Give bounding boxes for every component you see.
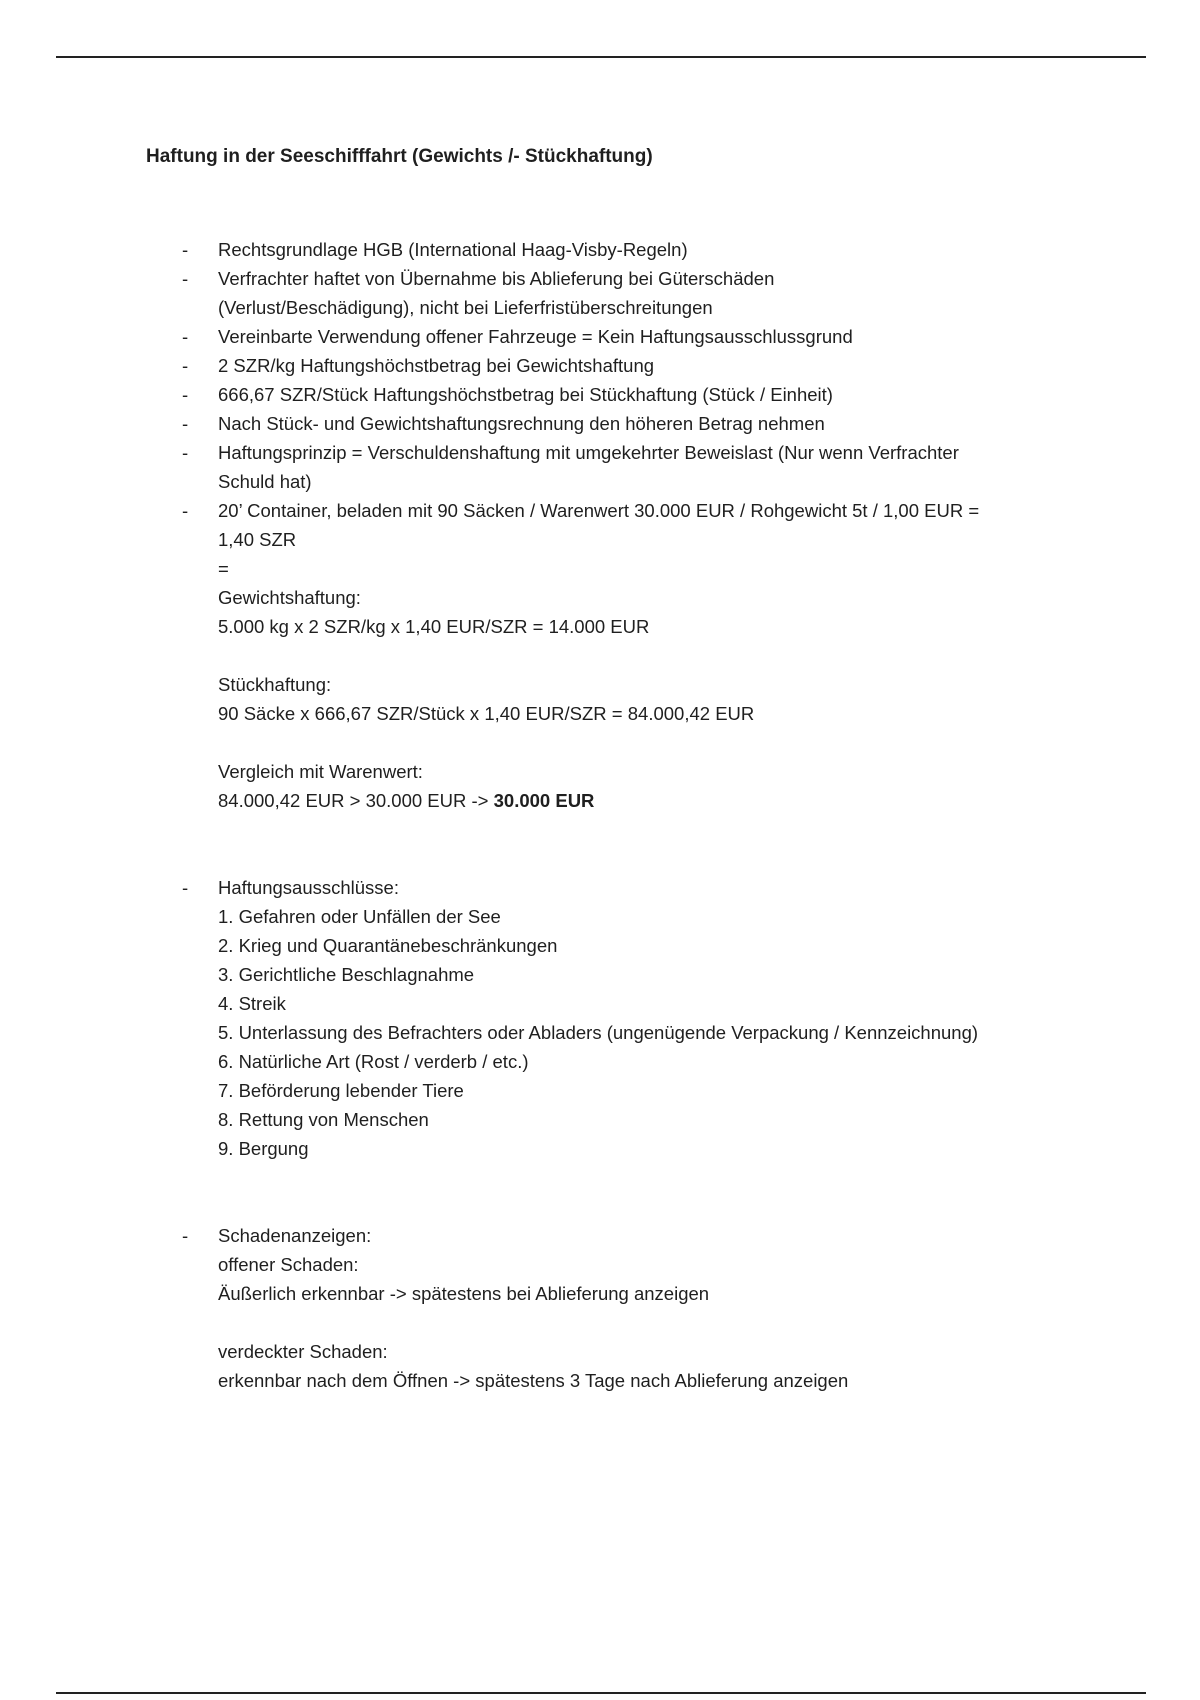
exclusion-item: 9. Bergung [218,1138,309,1159]
exclusion-item: 2. Krieg und Quarantänebeschränkungen [218,935,558,956]
example-content [218,496,1066,873]
comparison-result: 30.000 EUR [493,790,595,811]
damage-content [218,1221,1066,1395]
exclusion-item: 3. Gerichtliche Beschlagnahme [218,964,475,985]
comparison-calc [218,786,1066,815]
list-item-line: 2 SZR/kg Haftungshöchstbetrag bei Gewichtshaftung [218,355,655,376]
list-item-content [218,235,1066,264]
list-item [146,264,1066,322]
bullet-dash: - [182,268,189,289]
bullet-dash: - [182,326,189,347]
document-title: Haftung in der Seeschifffahrt (Gewichts /- Stückhaftung) [146,146,653,167]
example-line: 1,40 SZR [218,529,297,550]
header-rule [56,56,1146,58]
list-item-line: Rechtsgrundlage HGB (International Haag-Visby-Regeln) [218,239,688,260]
bullet-dash: - [182,384,189,405]
exclusion-item: 8. Rettung von Menschen [218,1109,429,1130]
comparison-heading: Vergleich mit Warenwert: [218,761,423,782]
list-item [146,380,1066,409]
list-item-content [218,351,1066,380]
exclusion-item: 7. Beförderung lebender Tiere [218,1080,464,1101]
exclusion-item: 6. Natürliche Art (Rost / verderb / etc.) [218,1051,529,1072]
list-item-example [146,496,1066,873]
list-item-exclusions [146,873,1066,1221]
list-item-content [218,380,1066,409]
list-item [146,322,1066,351]
list-item-damage-reports [146,1221,1066,1395]
list-item-content [218,409,1066,438]
exclusion-item: 5. Unterlassung des Befrachters oder Abladers (ungenügende Verpackung / Kennzeichnung) [218,1022,979,1043]
liability-list [146,235,1066,1395]
piece-liability-heading: Stückhaftung: [218,674,332,695]
list-item-line: Verfrachter haftet von Übernahme bis Ablieferung bei Güterschäden [218,268,775,289]
exclusions-list [218,902,1066,1163]
list-item [146,351,1066,380]
exclusions-heading: Haftungsausschlüsse: [218,877,399,898]
bullet-dash: - [182,355,189,376]
bullet-dash: - [182,239,189,260]
bullet-dash: - [182,1225,189,1246]
bullet-dash: - [182,877,189,898]
bullet-dash: - [182,413,189,434]
list-item-line: Schuld hat) [218,471,312,492]
list-item-line: Nach Stück- und Gewichtshaftungsrechnung den höheren Betrag nehmen [218,413,825,434]
hidden-damage-text: erkennbar nach dem Öffnen -> spätestens 3 Tage nach Ablieferung anzeigen [218,1370,849,1391]
list-item-line: (Verlust/Beschädigung), nicht bei Lieferfristüberschreitungen [218,297,713,318]
list-item-content [218,438,1066,496]
list-item-content [218,322,1066,351]
example-line: 20’ Container, beladen mit 90 Säcken / Warenwert 30.000 EUR / Rohgewicht 5t / 1,00 EUR = [218,500,980,521]
bullet-dash: - [182,442,189,463]
example-line: = [218,558,229,579]
open-damage-text: Äußerlich erkennbar -> spätestens bei Ablieferung anzeigen [218,1283,710,1304]
weight-liability-heading: Gewichtshaftung: [218,587,361,608]
exclusion-item: 4. Streik [218,993,286,1014]
list-item-content [218,264,1066,322]
list-item-line: Vereinbarte Verwendung offener Fahrzeuge = Kein Haftungsausschlussgrund [218,326,853,347]
open-damage-label: offener Schaden: [218,1254,359,1275]
weight-liability-calc: 5.000 kg x 2 SZR/kg x 1,40 EUR/SZR = 14.000 EUR [218,616,650,637]
exclusions-content [218,873,1066,1221]
comparison-prefix: 84.000,42 EUR > 30.000 EUR -> [218,790,494,811]
damage-heading: Schadenanzeigen: [218,1225,372,1246]
list-item [146,438,1066,496]
list-item [146,409,1066,438]
bullet-dash: - [182,500,189,521]
piece-liability-calc: 90 Säcke x 666,67 SZR/Stück x 1,40 EUR/SZR = 84.000,42 EUR [218,703,755,724]
footer-rule [56,1692,1146,1694]
list-item [146,235,1066,264]
list-item-line: Haftungsprinzip = Verschuldenshaftung mit umgekehrter Beweislast (Nur wenn Verfrachter [218,442,959,463]
exclusion-item: 1. Gefahren oder Unfällen der See [218,906,501,927]
hidden-damage-label: verdeckter Schaden: [218,1341,388,1362]
list-item-line: 666,67 SZR/Stück Haftungshöchstbetrag bei Stückhaftung (Stück / Einheit) [218,384,833,405]
document-body [146,143,1066,1395]
